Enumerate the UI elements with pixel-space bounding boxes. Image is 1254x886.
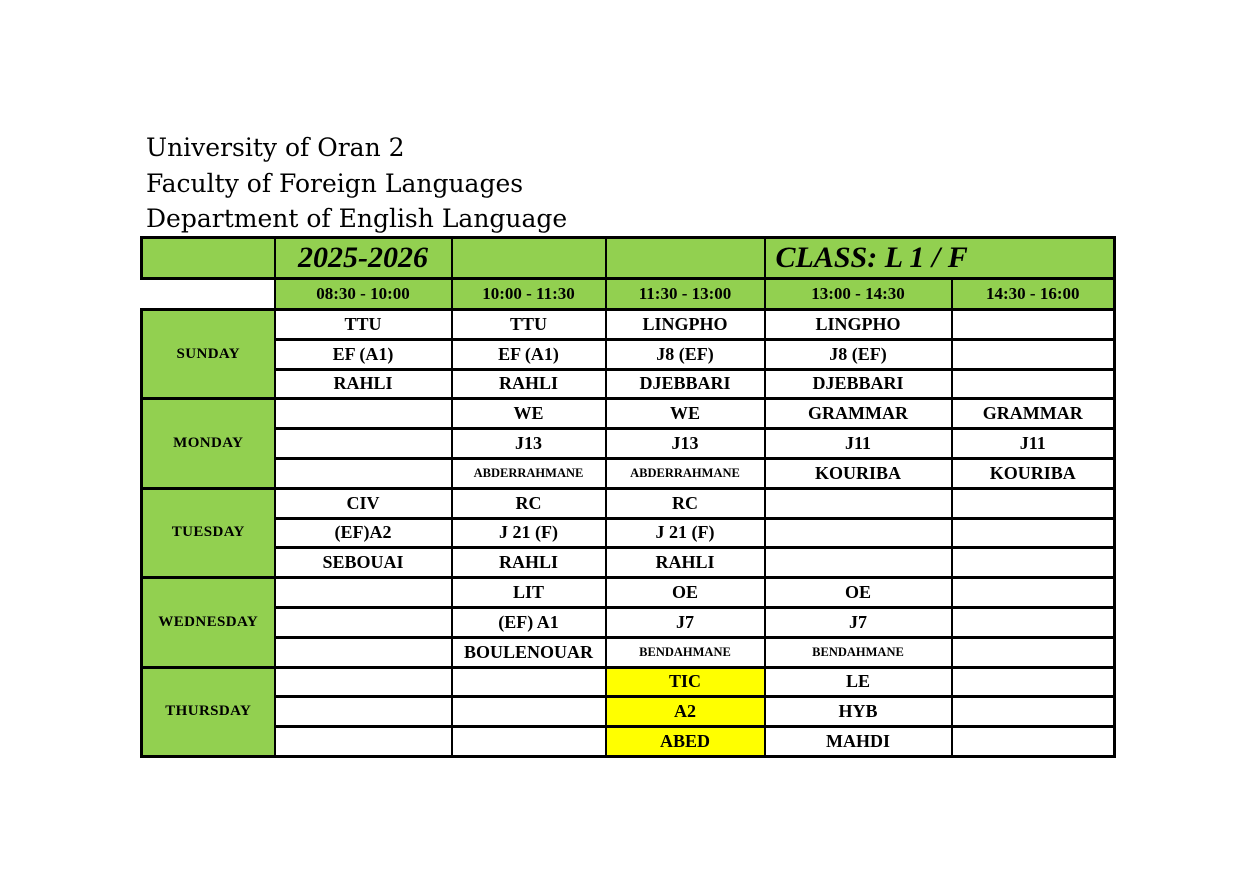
timetable-cell: EF (A1) — [452, 339, 606, 369]
timetable-cell: J 21 (F) — [606, 518, 765, 548]
document-header — [146, 130, 567, 237]
academic-year-cell: 2025-2026 — [275, 238, 452, 279]
timetable-row — [142, 399, 1115, 429]
timetable-row — [142, 369, 1115, 399]
timetable-cell — [765, 518, 952, 548]
timetable-cell: LE — [765, 667, 952, 697]
timetable-cell — [952, 518, 1115, 548]
timetable-cell: J 21 (F) — [452, 518, 606, 548]
timetable-row — [142, 488, 1115, 518]
timetable-cell — [275, 578, 452, 608]
timetable-cell — [952, 369, 1115, 399]
timetable-cell: J8 (EF) — [765, 339, 952, 369]
timetable-cell: J8 (EF) — [606, 339, 765, 369]
timetable-cell: KOURIBA — [952, 458, 1115, 488]
day-label-sunday: SUNDAY — [142, 310, 275, 399]
corner-cell — [142, 238, 275, 279]
timetable-cell — [452, 697, 606, 727]
time-row-corner-cell — [142, 279, 275, 310]
header-department-line: Department of English Language — [146, 204, 568, 233]
timetable-cell: GRAMMAR — [952, 399, 1115, 429]
header-faculty-line: Faculty of Foreign Languages — [146, 168, 524, 198]
timetable-cell: WE — [452, 399, 606, 429]
timetable-cell: J13 — [606, 429, 765, 459]
timetable-cell: BENDAHMANE — [765, 637, 952, 667]
timetable-row — [142, 310, 1115, 340]
timetable-row — [142, 637, 1115, 667]
timetable-cell: RAHLI — [452, 369, 606, 399]
timetable-cell: ABED — [606, 727, 765, 757]
timetable-cell: RC — [606, 488, 765, 518]
timetable-row — [142, 429, 1115, 459]
class-timetable — [140, 236, 1116, 758]
timetable-cell — [765, 488, 952, 518]
time-header-row — [142, 279, 1115, 310]
timetable-cell: A2 — [606, 697, 765, 727]
timetable-cell: J11 — [952, 429, 1115, 459]
timetable-cell — [275, 607, 452, 637]
timetable-cell — [952, 310, 1115, 340]
timetable-cell: BOULENOUAR — [452, 637, 606, 667]
timetable-cell: KOURIBA — [765, 458, 952, 488]
day-label-wednesday: WEDNESDAY — [142, 578, 275, 667]
timetable-cell — [952, 339, 1115, 369]
timetable-row — [142, 339, 1115, 369]
timetable-cell — [952, 607, 1115, 637]
timetable-row — [142, 548, 1115, 578]
time-slot-3: 11:30 - 13:00 — [606, 279, 765, 310]
time-slot-1: 08:30 - 10:00 — [275, 279, 452, 310]
timetable-cell — [275, 637, 452, 667]
timetable-cell: LINGPHO — [765, 310, 952, 340]
timetable-cell: DJEBBARI — [765, 369, 952, 399]
timetable-cell: CIV — [275, 488, 452, 518]
timetable-cell — [275, 399, 452, 429]
timetable-cell — [275, 727, 452, 757]
title-empty-cell — [452, 238, 606, 279]
timetable-cell — [952, 667, 1115, 697]
timetable-cell: RAHLI — [452, 548, 606, 578]
timetable-cell — [765, 548, 952, 578]
timetable-cell — [952, 578, 1115, 608]
timetable-cell — [275, 458, 452, 488]
timetable-cell — [452, 667, 606, 697]
time-slot-4: 13:00 - 14:30 — [765, 279, 952, 310]
timetable-cell: RAHLI — [606, 548, 765, 578]
timetable-cell: LIT — [452, 578, 606, 608]
timetable-cell: ABDERRAHMANE — [606, 458, 765, 488]
timetable-cell: SEBOUAI — [275, 548, 452, 578]
day-label-thursday: THURSDAY — [142, 667, 275, 756]
timetable-row — [142, 727, 1115, 757]
class-label-cell: CLASS: L 1 / F — [765, 238, 1115, 279]
day-label-monday: MONDAY — [142, 399, 275, 488]
timetable-cell: EF (A1) — [275, 339, 452, 369]
timetable-cell: (EF)A2 — [275, 518, 452, 548]
timetable-cell: OE — [606, 578, 765, 608]
timetable-row — [142, 607, 1115, 637]
timetable-cell: RC — [452, 488, 606, 518]
timetable-cell: WE — [606, 399, 765, 429]
timetable-cell — [275, 667, 452, 697]
timetable-row — [142, 578, 1115, 608]
timetable-cell: J11 — [765, 429, 952, 459]
timetable-cell — [952, 488, 1115, 518]
header-university-line: University of Oran 2 — [146, 133, 405, 162]
timetable-cell: J7 — [606, 607, 765, 637]
timetable-row — [142, 697, 1115, 727]
timetable-cell: TTU — [452, 310, 606, 340]
timetable-cell: J13 — [452, 429, 606, 459]
timetable-cell — [952, 548, 1115, 578]
title-row — [142, 238, 1115, 279]
timetable-cell — [275, 697, 452, 727]
day-label-tuesday: TUESDAY — [142, 488, 275, 577]
timetable-cell: GRAMMAR — [765, 399, 952, 429]
timetable-cell — [452, 727, 606, 757]
timetable-cell: ABDERRAHMANE — [452, 458, 606, 488]
timetable-cell: DJEBBARI — [606, 369, 765, 399]
timetable-row — [142, 518, 1115, 548]
timetable-cell — [952, 727, 1115, 757]
timetable-cell: MAHDI — [765, 727, 952, 757]
timetable-cell: J7 — [765, 607, 952, 637]
title-empty-cell — [606, 238, 765, 279]
timetable-cell: HYB — [765, 697, 952, 727]
timetable-cell — [952, 697, 1115, 727]
timetable-cell: OE — [765, 578, 952, 608]
timetable-cell: TTU — [275, 310, 452, 340]
timetable-row — [142, 458, 1115, 488]
timetable-cell — [952, 637, 1115, 667]
time-slot-5: 14:30 - 16:00 — [952, 279, 1115, 310]
time-slot-2: 10:00 - 11:30 — [452, 279, 606, 310]
timetable-cell — [275, 429, 452, 459]
timetable-cell: BENDAHMANE — [606, 637, 765, 667]
timetable-cell: (EF) A1 — [452, 607, 606, 637]
timetable-cell: RAHLI — [275, 369, 452, 399]
timetable-cell: TIC — [606, 667, 765, 697]
timetable-row — [142, 667, 1115, 697]
timetable-cell: LINGPHO — [606, 310, 765, 340]
